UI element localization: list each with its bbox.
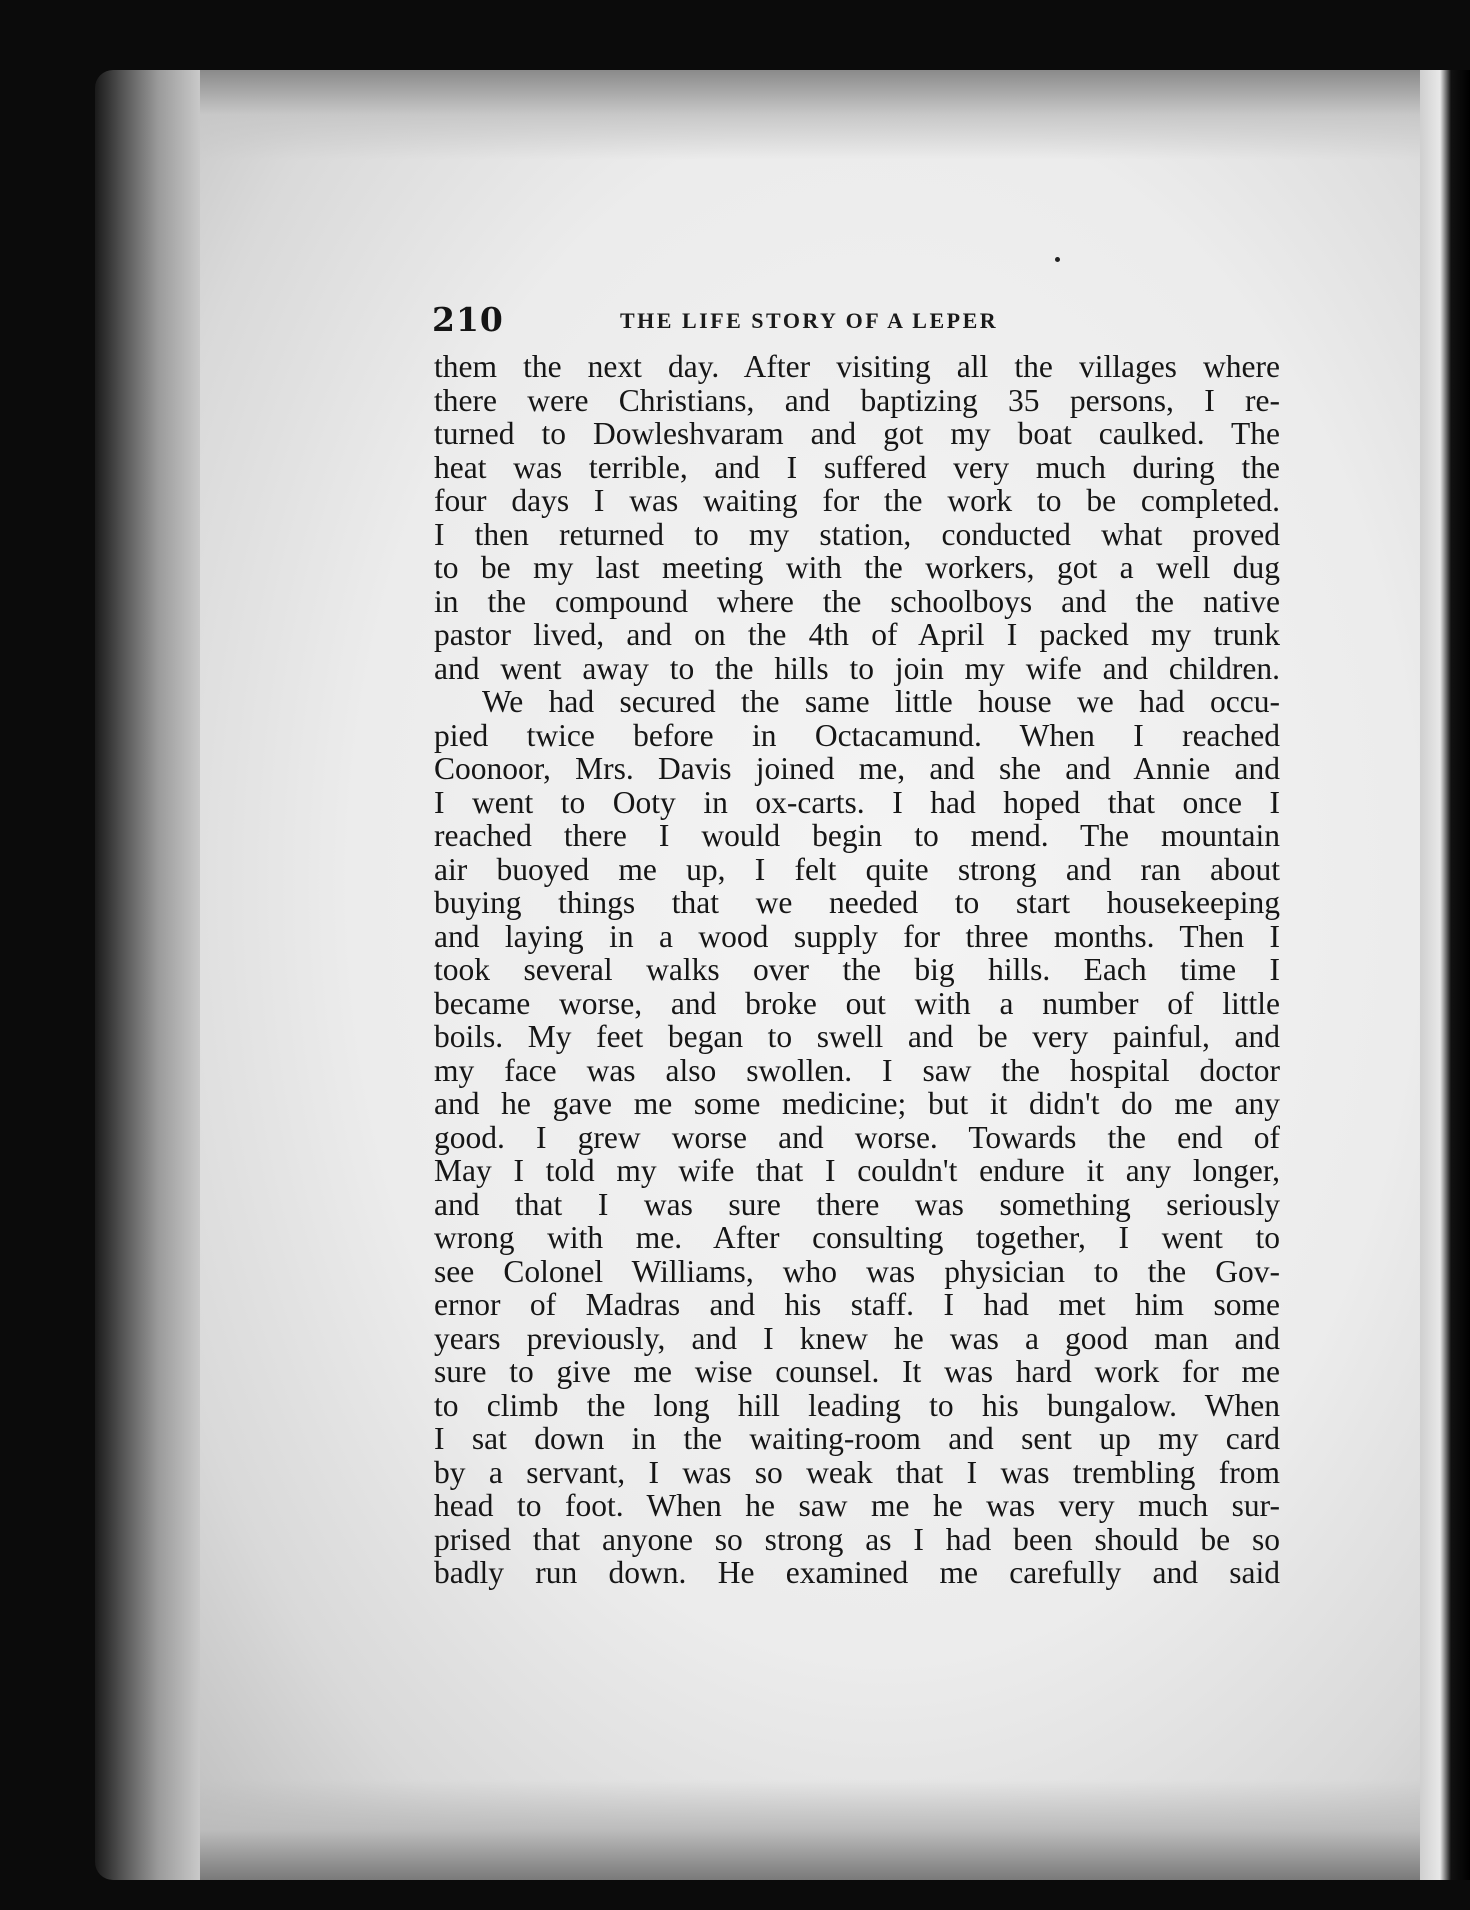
text-line: pastor lived, and on the 4th of April I packed my trunk (434, 617, 1280, 652)
text-line: boils. My feet began to swell and be very painful, and (434, 1019, 1280, 1054)
page-header (432, 300, 1282, 346)
text-line: badly run down. He examined me carefully and said (434, 1555, 1280, 1590)
text-line: Coonoor, Mrs. Davis joined me, and she and Annie and (434, 751, 1280, 786)
right-gutter (1420, 70, 1470, 1880)
text-line: four days I was waiting for the work to be completed. (434, 483, 1280, 518)
text-line: We had secured the same little house we had occu- (482, 684, 1280, 719)
text-line: years previously, and I knew he was a good man and (434, 1320, 1280, 1356)
text-line: my face was also swollen. I saw the hospital doctor (434, 1052, 1280, 1088)
text-line: I went to Ooty in ox-carts. I had hoped that once I (434, 784, 1280, 820)
body-text (434, 350, 1280, 1590)
text-line: and that I was sure there was something seriously (434, 1186, 1280, 1222)
text-line: wrong with me. After consulting together, I went to (434, 1220, 1280, 1255)
scan-speck (1055, 257, 1060, 262)
text-line: head to foot. When he saw me he was very much sur- (434, 1488, 1280, 1523)
text-line: took several walks over the big hills. Each time I (434, 952, 1280, 987)
page-top-shadow (200, 70, 1445, 160)
text-line: in the compound where the schoolboys and the native (434, 583, 1280, 619)
text-line: there were Christians, and baptizing 35 persons, I re- (434, 382, 1280, 418)
text-line: sure to give me wise counsel. It was hard work for me (434, 1354, 1280, 1389)
text-line: to be my last meeting with the workers, got a well dug (434, 550, 1280, 585)
text-line: them the next day. After visiting all the villages where (434, 349, 1280, 384)
text-line: I sat down in the waiting-room and sent up my card (434, 1421, 1280, 1456)
text-line: prised that anyone so strong as I had been should be so (434, 1521, 1280, 1557)
text-line: I then returned to my station, conducted what proved (434, 516, 1280, 552)
text-line: and laying in a wood supply for three months. Then I (434, 918, 1280, 954)
text-line: good. I grew worse and worse. Towards the end of (434, 1119, 1280, 1155)
text-line: ernor of Madras and his staff. I had met him some (434, 1287, 1280, 1322)
text-line: became worse, and broke out with a number of little (434, 985, 1280, 1021)
text-line: pied twice before in Octacamund. When I reached (434, 717, 1280, 753)
text-line: see Colonel Williams, who was physician to the Gov- (434, 1253, 1280, 1289)
text-line: buying things that we needed to start housekeeping (434, 885, 1280, 920)
text-line: May I told my wife that I couldn't endure it any longer, (434, 1153, 1280, 1188)
text-line: turned to Dowleshvaram and got my boat caulked. The (434, 416, 1280, 451)
text-line: and he gave me some medicine; but it didn't do me any (434, 1086, 1280, 1121)
text-line: reached there I would begin to mend. The mountain (434, 818, 1280, 853)
running-head: THE LIFE STORY OF A LEPER (620, 308, 999, 333)
text-line: and went away to the hills to join my wife and children. (434, 650, 1280, 686)
page-number: 210 (432, 300, 504, 339)
text-line: to climb the long hill leading to his bungalow. When (434, 1387, 1280, 1423)
page-bottom-shadow (200, 1780, 1445, 1880)
text-line: heat was terrible, and I suffered very much during the (434, 449, 1280, 485)
text-line: air buoyed me up, I felt quite strong and ran about (434, 851, 1280, 887)
text-line: by a servant, I was so weak that I was trembling from (434, 1454, 1280, 1490)
